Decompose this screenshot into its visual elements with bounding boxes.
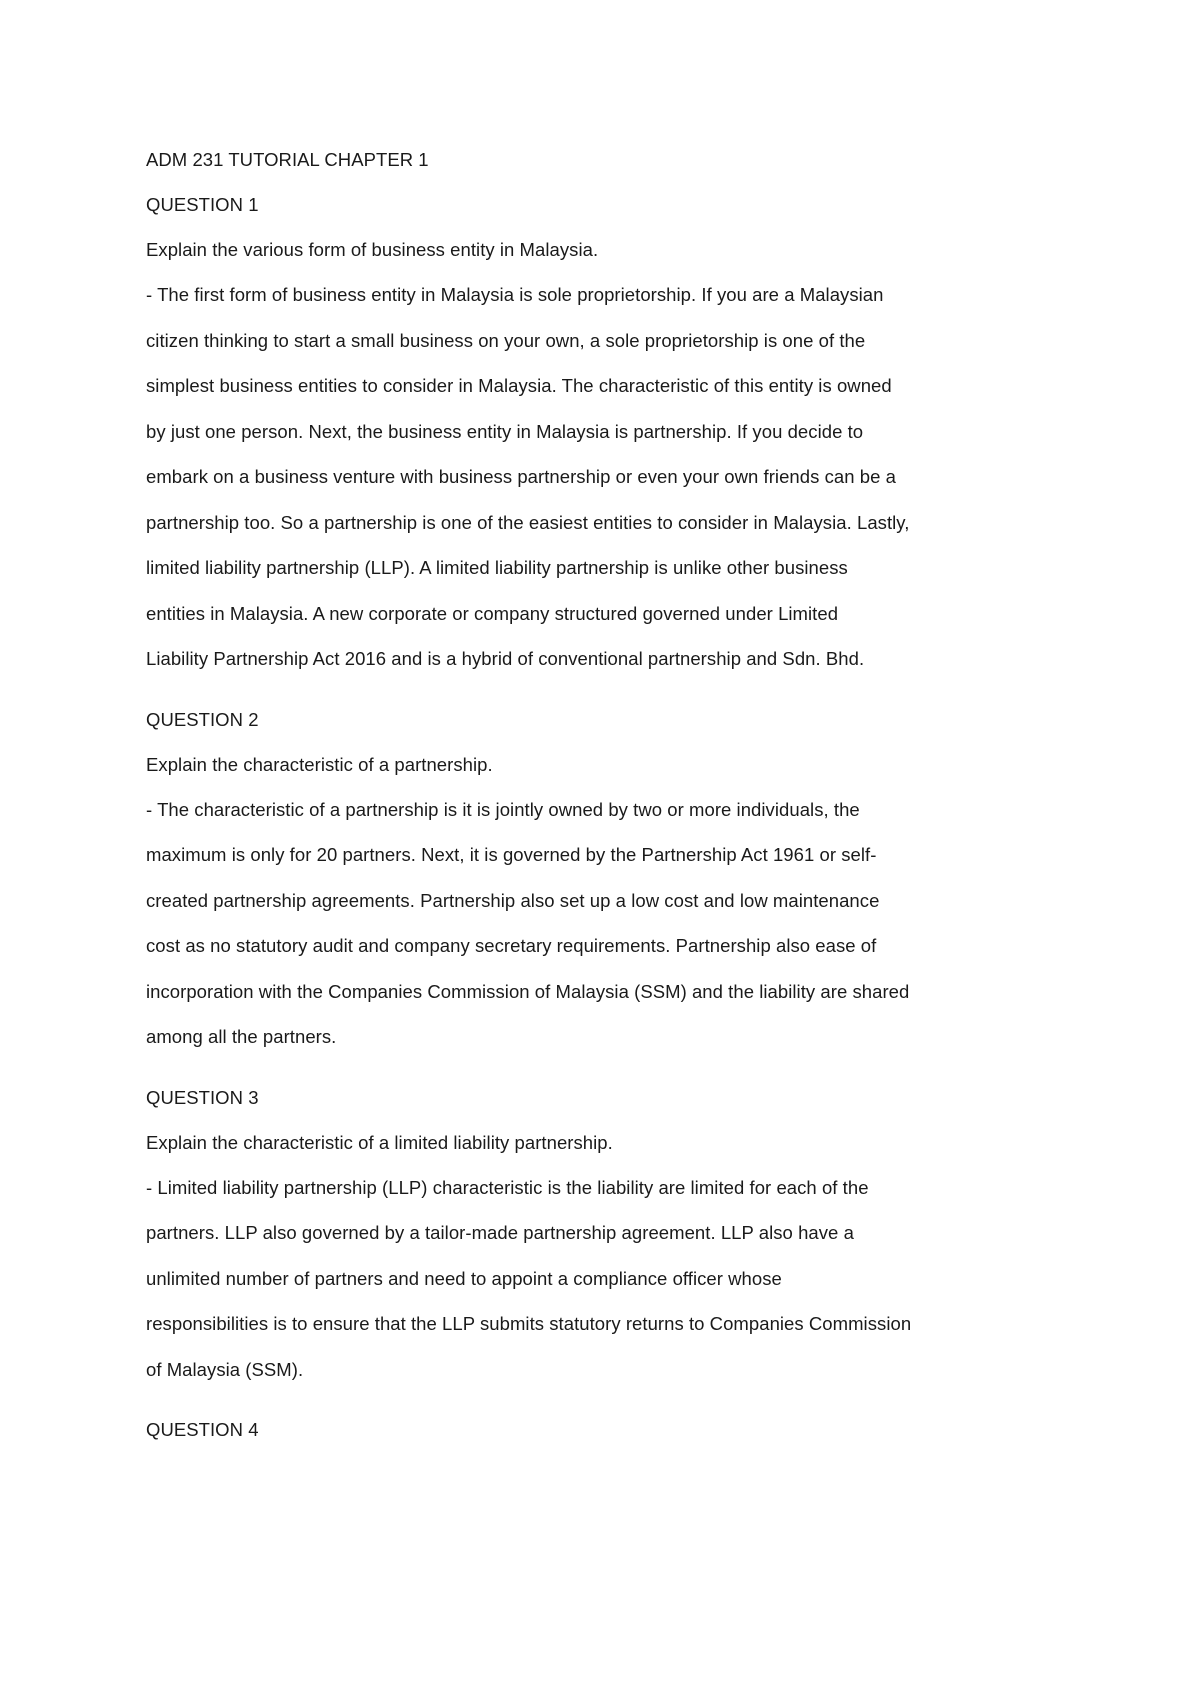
answer-line: incorporation with the Companies Commission of Malaysia (SSM) and the liability are shared (146, 980, 910, 1002)
paragraph-spacer (146, 1068, 1026, 1083)
question-heading: QUESTION 3 (146, 1086, 259, 1108)
answer-line: of Malaysia (SSM). (146, 1358, 304, 1380)
answer-line: embark on a business venture with business partnership or even your own friends can be a (146, 466, 896, 487)
question-prompt: Explain the various form of business entity in Malaysia. (146, 239, 599, 260)
question-heading: QUESTION 1 (146, 194, 259, 215)
answer-line: - The first form of business entity in Malaysia is sole proprietorship. If you are a Malaysian (146, 284, 884, 305)
answer-line: responsibilities is to ensure that the LLP submits statutory returns to Companies Commission (146, 1313, 912, 1334)
question-3 (146, 1083, 1026, 1401)
question-answer (146, 1173, 1026, 1401)
answer-line: created partnership agreements. Partnership also set up a low cost and low maintenance (146, 889, 880, 911)
question-prompt: Explain the characteristic of a partnership. (146, 753, 493, 775)
document-body (146, 145, 1026, 1460)
answer-line: unlimited number of partners and need to appoint a compliance officer whose (146, 1267, 782, 1289)
question-answer (146, 280, 1026, 690)
answer-line: partnership too. So a partnership is one of the easiest entities to consider in Malaysia. Lastly, (146, 511, 910, 533)
question-1 (146, 190, 1026, 690)
question-2 (146, 705, 1026, 1068)
answer-line: by just one person. Next, the business entity in Malaysia is partnership. If you decide to (146, 420, 864, 442)
answer-line: maximum is only for 20 partners. Next, it is governed by the Partnership Act 1961 or self- (146, 844, 877, 865)
answer-line: - Limited liability partnership (LLP) characteristic is the liability are limited for each of the (146, 1176, 869, 1198)
answer-line: cost as no statutory audit and company secretary requirements. Partnership also ease of (146, 935, 877, 956)
question-answer (146, 795, 1026, 1068)
paragraph-spacer (146, 690, 1026, 705)
answer-line: citizen thinking to start a small business on your own, a sole proprietorship is one of the (146, 329, 866, 351)
answer-line: simplest business entities to consider in Malaysia. The characteristic of this entity is owned (146, 375, 892, 396)
question-heading: QUESTION 4 (146, 1419, 259, 1440)
answer-line: partners. LLP also governed by a tailor-made partnership agreement. LLP also have a (146, 1222, 854, 1243)
answer-line: limited liability partnership (LLP). A limited liability partnership is unlike other business (146, 557, 848, 578)
answer-line: entities in Malaysia. A new corporate or company structured governed under Limited (146, 602, 839, 624)
paragraph-spacer (146, 1400, 1026, 1415)
question-heading: QUESTION 2 (146, 708, 259, 730)
answer-line: among all the partners. (146, 1026, 337, 1047)
question-4 (146, 1415, 1026, 1445)
answer-line: - The characteristic of a partnership is it is jointly owned by two or more individuals, the (146, 798, 860, 820)
document-title: ADM 231 TUTORIAL CHAPTER 1 (146, 149, 429, 170)
question-prompt: Explain the characteristic of a limited liability partnership. (146, 1131, 613, 1153)
answer-line: Liability Partnership Act 2016 and is a hybrid of conventional partnership and Sdn. Bhd. (146, 648, 865, 669)
